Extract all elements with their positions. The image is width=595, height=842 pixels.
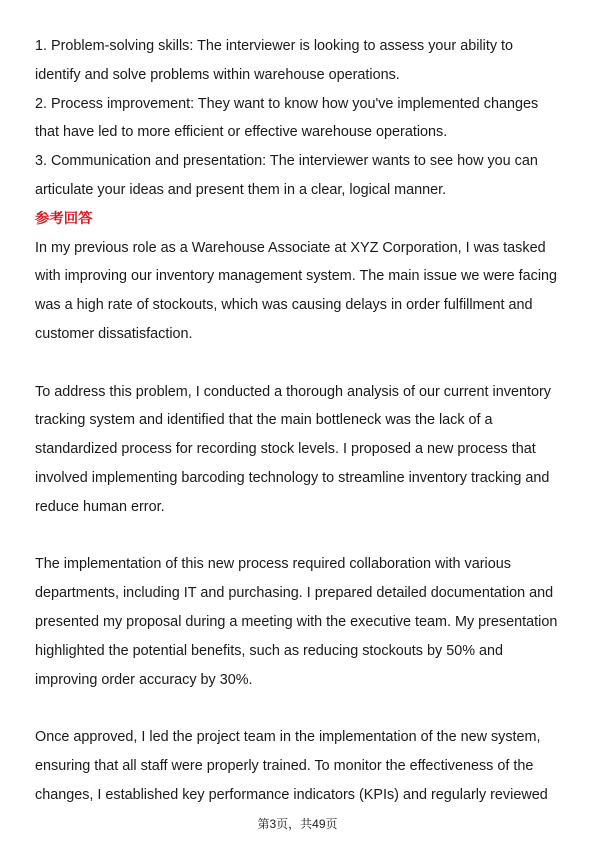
paragraph-spacer [35,349,565,378]
criterion-item [35,90,565,148]
criterion-item [35,147,565,205]
text-line: The implementation of this new process required collaboration with various [35,556,511,573]
answer-paragraph [35,234,565,349]
text-line: tracking system and identified that the main bottleneck was the lack of a [35,412,493,429]
text-line: was a high rate of stockouts, which was causing delays in order fulfillment and [35,297,533,314]
text-line: 1. Problem-solving skills: The interviewer is looking to assess your ability to [35,38,514,54]
text-line: improving order accuracy by 30%. [35,671,253,688]
page-number-footer: 第3页，共49页 [257,817,338,831]
text-line: To address this problem, I conducted a thorough analysis of our current inventory [35,383,551,400]
text-line: with improving our inventory management system. The main issue we were facing [35,268,558,285]
answer-heading: 参考回答 [35,210,93,227]
text-line: involved implementing barcoding technology to streamline inventory tracking and [35,469,550,486]
paragraph-spacer [35,694,565,723]
paragraph-spacer [35,522,565,551]
answer-paragraph [35,550,565,694]
text-line: ensuring that all staff were properly trained. To monitor the effectiveness of the [35,757,534,774]
text-line: standardized process for recording stock levels. I proposed a new process that [35,441,536,458]
text-line: reduce human error. [35,498,165,515]
text-line: customer dissatisfaction. [35,325,193,342]
text-line: 3. Communication and presentation: The interviewer wants to see how you can [35,153,538,170]
text-line: 2. Process improvement: They want to know how you've implemented changes [35,95,539,112]
text-line: identify and solve problems within warehouse operations. [35,66,400,83]
text-line: Once approved, I led the project team in the implementation of the new system, [35,729,541,746]
text-line: departments, including IT and purchasing. I prepared detailed documentation and [35,585,554,602]
criterion-item [35,32,565,90]
text-line: articulate your ideas and present them in a clear, logical manner. [35,181,447,198]
answer-paragraph [35,723,565,809]
text-line: In my previous role as a Warehouse Associate at XYZ Corporation, I was tasked [35,239,546,256]
text-line: changes, I established key performance indicators (KPIs) and regularly reviewed [35,786,548,803]
document-body [35,32,565,810]
text-line: that have led to more efficient or effective warehouse operations. [35,124,448,141]
evaluation-criteria-list [35,32,565,205]
answer-paragraph [35,378,565,522]
text-line: highlighted the potential benefits, such as reducing stockouts by 50% and [35,642,504,659]
text-line: presented my proposal during a meeting with the executive team. My presentation [35,613,558,630]
